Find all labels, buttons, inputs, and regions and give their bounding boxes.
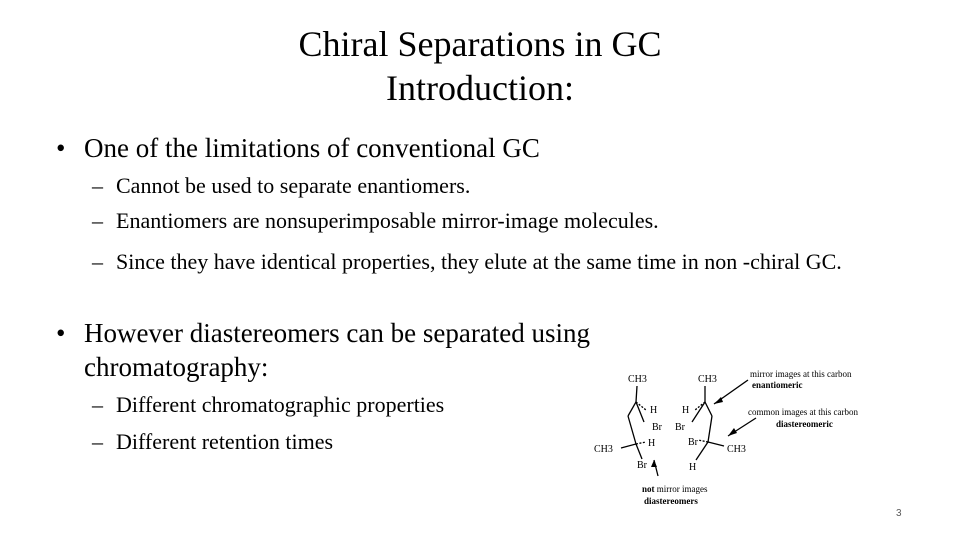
bullet-2-text: However diastereomers can be separated using chromatography:: [84, 318, 591, 382]
h-right-lower: H: [689, 462, 697, 473]
sub-bullet-2-1: [92, 390, 552, 419]
sub-bullet-text: Different chromatographic properties: [116, 392, 445, 417]
annotation-not-mirror: [642, 484, 708, 494]
br-right-upper: Br: [675, 422, 685, 433]
dash-mark: –: [92, 429, 103, 454]
bullet-mark: •: [56, 318, 66, 348]
sub-bullet-text: Enantiomers are nonsuperimposable mirror-image molecules.: [116, 208, 659, 233]
annotation-common-images: common images at this carbon: [748, 407, 858, 417]
annotation-diastereomeric: diastereomeric: [776, 419, 833, 429]
br-left-lower: Br: [637, 460, 647, 471]
slide-title: [0, 22, 960, 110]
sub-bullet-1-2: [92, 206, 912, 235]
diastereomer-figure: [588, 364, 888, 514]
br-left-upper: Br: [652, 422, 662, 433]
bullet-1-text: One of the limitations of conventional GC: [84, 133, 540, 163]
annotation-not: not: [642, 484, 655, 494]
annotation-mirror-images-lower: mirror images: [656, 484, 708, 494]
h-left-upper: H: [650, 405, 658, 416]
sub-bullet-text: Different retention times: [116, 429, 334, 454]
br-right-lower: Br: [688, 437, 698, 448]
sub-bullet-text: Cannot be used to separate enantiomers.: [116, 173, 471, 198]
title-line-2: Introduction:: [386, 68, 574, 108]
title-line-1: Chiral Separations in GC: [298, 24, 662, 64]
ch3-bottom-right: CH3: [727, 444, 746, 455]
annotation-enantiomeric: enantiomeric: [752, 380, 803, 390]
dash-mark: –: [92, 208, 103, 233]
sub-bullet-2-2: [92, 427, 552, 456]
sub-bullet-1-1: [92, 171, 912, 200]
sub-bullet-1-3: [92, 247, 912, 276]
annotation-mirror-images: mirror images at this carbon: [750, 369, 852, 379]
sub-bullet-text: Since they have identical properties, they elute at the same time in non -chiral GC.: [116, 249, 842, 274]
dash-mark: –: [92, 249, 103, 274]
ch3-top-left: CH3: [628, 374, 647, 385]
bullet-1: [56, 131, 756, 165]
ch3-top-right: CH3: [698, 374, 717, 385]
page-number: 3: [896, 508, 902, 519]
dash-mark: –: [92, 173, 103, 198]
dash-mark: –: [92, 392, 103, 417]
bullet-mark: •: [56, 133, 66, 163]
ch3-bottom-left: CH3: [594, 444, 613, 455]
annotation-diastereomers: diastereomers: [644, 496, 698, 506]
h-right-upper: H: [682, 405, 690, 416]
h-left-lower: H: [648, 438, 656, 449]
